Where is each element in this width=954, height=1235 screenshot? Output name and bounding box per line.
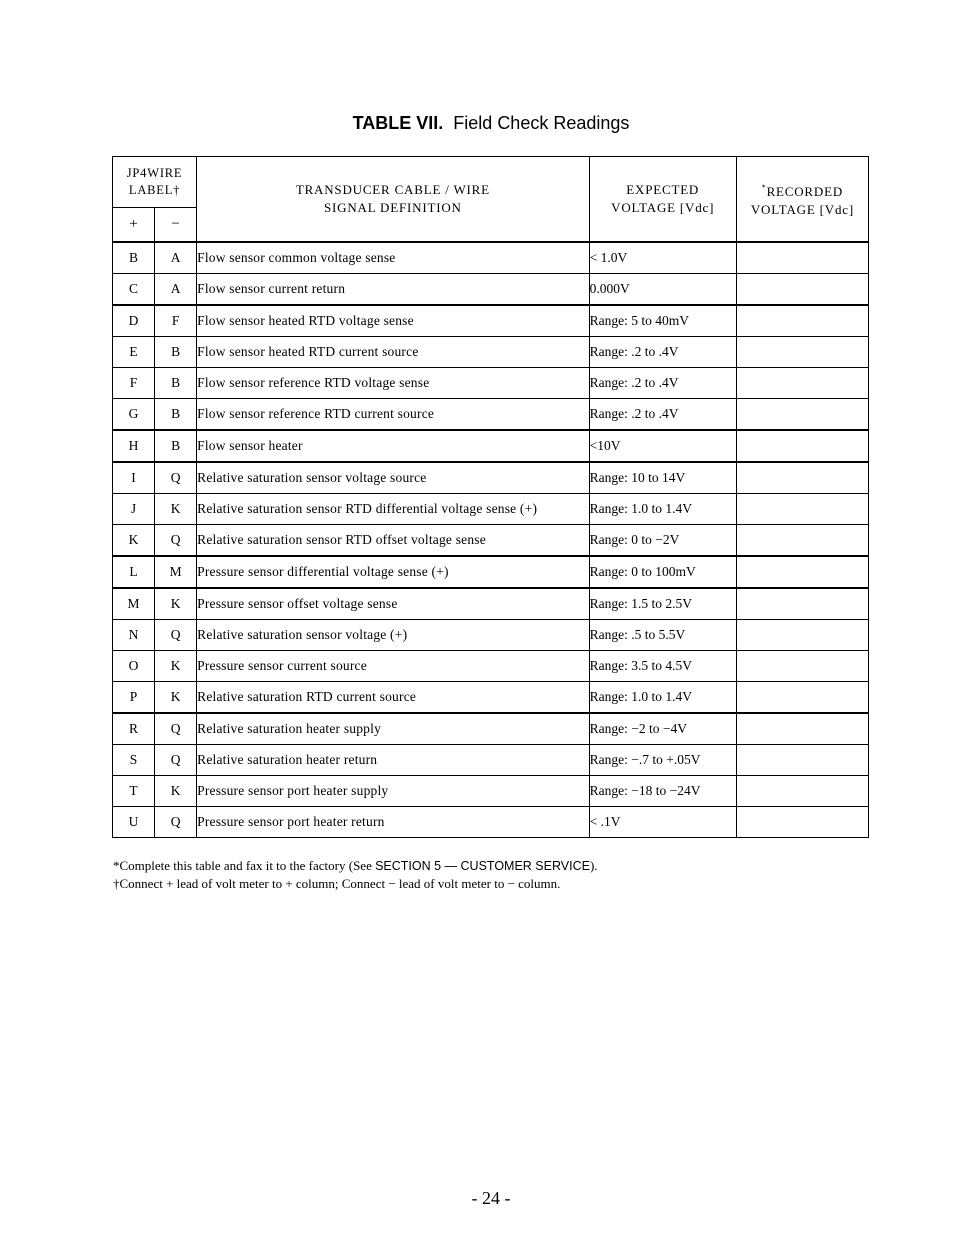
minus-wire-cell: K	[155, 682, 197, 714]
header-rec-line2: VOLTAGE [Vdc]	[750, 202, 854, 217]
minus-wire-cell: Q	[155, 462, 197, 494]
expected-voltage-cell: Range: .2 to .4V	[589, 399, 736, 431]
minus-wire-cell: K	[155, 494, 197, 525]
header-minus: −	[155, 208, 197, 243]
expected-voltage-cell: Range: 10 to 14V	[589, 462, 736, 494]
table-row	[113, 494, 869, 525]
minus-wire-cell: B	[155, 399, 197, 431]
expected-voltage-cell: Range: 3.5 to 4.5V	[589, 651, 736, 682]
expected-voltage-cell: Range: −18 to −24V	[589, 776, 736, 807]
recorded-voltage-cell[interactable]	[736, 274, 868, 306]
table-row	[113, 682, 869, 714]
signal-definition-cell: Pressure sensor offset voltage sense	[197, 588, 590, 620]
signal-definition-cell: Pressure sensor port heater return	[197, 807, 590, 838]
recorded-voltage-cell[interactable]	[736, 399, 868, 431]
plus-wire-cell: G	[113, 399, 155, 431]
plus-wire-cell: O	[113, 651, 155, 682]
header-def-line1: TRANSDUCER CABLE / WIRE	[295, 182, 490, 197]
plus-wire-cell: E	[113, 337, 155, 368]
table-title-text: Field Check Readings	[453, 113, 630, 133]
header-exp-line1: EXPECTED	[626, 182, 700, 197]
plus-wire-cell: D	[113, 305, 155, 337]
minus-wire-cell: Q	[155, 620, 197, 651]
plus-wire-cell: P	[113, 682, 155, 714]
table-row	[113, 337, 869, 368]
minus-wire-cell: B	[155, 368, 197, 399]
expected-voltage-cell: Range: 1.0 to 1.4V	[589, 494, 736, 525]
recorded-voltage-cell[interactable]	[736, 588, 868, 620]
table-row	[113, 430, 869, 462]
signal-definition-cell: Relative saturation heater return	[197, 745, 590, 776]
expected-voltage-cell: Range: 0 to −2V	[589, 525, 736, 557]
table-row	[113, 368, 869, 399]
recorded-voltage-cell[interactable]	[736, 462, 868, 494]
expected-voltage-cell: Range: −2 to −4V	[589, 713, 736, 745]
expected-voltage-cell: < 1.0V	[589, 242, 736, 274]
expected-voltage-cell: Range: −.7 to +.05V	[589, 745, 736, 776]
minus-wire-cell: F	[155, 305, 197, 337]
recorded-voltage-cell[interactable]	[736, 242, 868, 274]
footnotes	[113, 857, 598, 892]
recorded-voltage-cell[interactable]	[736, 713, 868, 745]
signal-definition-cell: Relative saturation heater supply	[197, 713, 590, 745]
header-plus: +	[113, 208, 155, 243]
header-exp-line2: VOLTAGE [Vdc]	[611, 200, 715, 215]
recorded-voltage-cell[interactable]	[736, 807, 868, 838]
minus-wire-cell: A	[155, 274, 197, 306]
minus-wire-cell: Q	[155, 525, 197, 557]
plus-wire-cell: T	[113, 776, 155, 807]
minus-wire-cell: M	[155, 556, 197, 588]
signal-definition-cell: Relative saturation sensor RTD differential voltage sense (+)	[197, 494, 590, 525]
header-label-line1: JP4WIRE	[126, 166, 183, 180]
expected-voltage-cell: Range: 1.0 to 1.4V	[589, 682, 736, 714]
header-recorded-voltage	[736, 157, 868, 243]
signal-definition-cell: Flow sensor heater	[197, 430, 590, 462]
recorded-voltage-cell[interactable]	[736, 556, 868, 588]
expected-voltage-cell: Range: .2 to .4V	[589, 337, 736, 368]
table-row	[113, 651, 869, 682]
table-title	[0, 113, 954, 134]
signal-definition-cell: Flow sensor reference RTD voltage sense	[197, 368, 590, 399]
signal-definition-cell: Relative saturation sensor voltage source	[197, 462, 590, 494]
recorded-voltage-cell[interactable]	[736, 368, 868, 399]
expected-voltage-cell: < .1V	[589, 807, 736, 838]
plus-wire-cell: N	[113, 620, 155, 651]
expected-voltage-cell: Range: 0 to 100mV	[589, 556, 736, 588]
plus-wire-cell: I	[113, 462, 155, 494]
recorded-voltage-cell[interactable]	[736, 651, 868, 682]
table-row	[113, 274, 869, 306]
minus-wire-cell: K	[155, 588, 197, 620]
field-check-table	[112, 156, 869, 838]
page-number: - 24 -	[471, 1188, 511, 1208]
expected-voltage-cell: Range: 1.5 to 2.5V	[589, 588, 736, 620]
header-def-line2: SIGNAL DEFINITION	[324, 200, 462, 215]
plus-wire-cell: S	[113, 745, 155, 776]
signal-definition-cell: Relative saturation sensor voltage (+)	[197, 620, 590, 651]
header-jp4wire-label	[113, 157, 197, 208]
header-rec-line1: RECORDED	[766, 184, 844, 199]
minus-wire-cell: K	[155, 651, 197, 682]
signal-definition-cell: Relative saturation RTD current source	[197, 682, 590, 714]
minus-wire-cell: B	[155, 337, 197, 368]
recorded-footnote-mark: *	[761, 183, 767, 192]
plus-wire-cell: H	[113, 430, 155, 462]
recorded-voltage-cell[interactable]	[736, 745, 868, 776]
header-signal-definition	[197, 157, 590, 243]
table-row	[113, 588, 869, 620]
table-row	[113, 620, 869, 651]
signal-definition-cell: Pressure sensor current source	[197, 651, 590, 682]
plus-wire-cell: U	[113, 807, 155, 838]
signal-definition-cell: Pressure sensor port heater supply	[197, 776, 590, 807]
footnote-fax-end: ).	[589, 858, 598, 873]
footnote-section-reference: SECTION 5 — CUSTOMER SERVICE	[375, 859, 590, 873]
expected-voltage-cell: 0.000V	[589, 274, 736, 306]
table-row	[113, 776, 869, 807]
recorded-voltage-cell[interactable]	[736, 494, 868, 525]
header-label-line2: LABEL†	[128, 183, 181, 197]
table-row	[113, 399, 869, 431]
signal-definition-cell: Pressure sensor differential voltage sense (+)	[197, 556, 590, 588]
signal-definition-cell: Flow sensor reference RTD current source	[197, 399, 590, 431]
recorded-voltage-cell[interactable]	[736, 430, 868, 462]
recorded-voltage-cell[interactable]	[736, 525, 868, 557]
table-row	[113, 745, 869, 776]
plus-wire-cell: F	[113, 368, 155, 399]
minus-wire-cell: Q	[155, 807, 197, 838]
minus-wire-cell: B	[155, 430, 197, 462]
signal-definition-cell: Flow sensor heated RTD voltage sense	[197, 305, 590, 337]
recorded-voltage-cell[interactable]	[736, 776, 868, 807]
expected-voltage-cell: Range: .2 to .4V	[589, 368, 736, 399]
table-body	[113, 242, 869, 838]
signal-definition-cell: Flow sensor current return	[197, 274, 590, 306]
plus-wire-cell: R	[113, 713, 155, 745]
table-row	[113, 462, 869, 494]
recorded-voltage-cell[interactable]	[736, 620, 868, 651]
minus-wire-cell: Q	[155, 745, 197, 776]
footnote-fax-text: *Complete this table and fax it to the factory (See	[113, 858, 376, 873]
plus-wire-cell: L	[113, 556, 155, 588]
expected-voltage-cell: Range: .5 to 5.5V	[589, 620, 736, 651]
signal-definition-cell: Flow sensor common voltage sense	[197, 242, 590, 274]
signal-definition-cell: Flow sensor heated RTD current source	[197, 337, 590, 368]
expected-voltage-cell: Range: 5 to 40mV	[589, 305, 736, 337]
recorded-voltage-cell[interactable]	[736, 337, 868, 368]
plus-wire-cell: B	[113, 242, 155, 274]
table-title-number: TABLE VII.	[352, 113, 444, 133]
header-expected-voltage	[589, 157, 736, 243]
minus-wire-cell: A	[155, 242, 197, 274]
recorded-voltage-cell[interactable]	[736, 305, 868, 337]
plus-wire-cell: J	[113, 494, 155, 525]
plus-wire-cell: M	[113, 588, 155, 620]
expected-voltage-cell: <10V	[589, 430, 736, 462]
footnote-volt-meter: †Connect + lead of volt meter to + column; Connect − lead of volt meter to − column.	[113, 876, 561, 891]
minus-wire-cell: Q	[155, 713, 197, 745]
plus-wire-cell: K	[113, 525, 155, 557]
table-row	[113, 525, 869, 557]
table-row	[113, 713, 869, 745]
table-row	[113, 807, 869, 838]
recorded-voltage-cell[interactable]	[736, 682, 868, 714]
table-row	[113, 305, 869, 337]
plus-wire-cell: C	[113, 274, 155, 306]
table-row	[113, 242, 869, 274]
footnote-fax	[113, 857, 598, 875]
minus-wire-cell: K	[155, 776, 197, 807]
signal-definition-cell: Relative saturation sensor RTD offset voltage sense	[197, 525, 590, 557]
table-row	[113, 556, 869, 588]
